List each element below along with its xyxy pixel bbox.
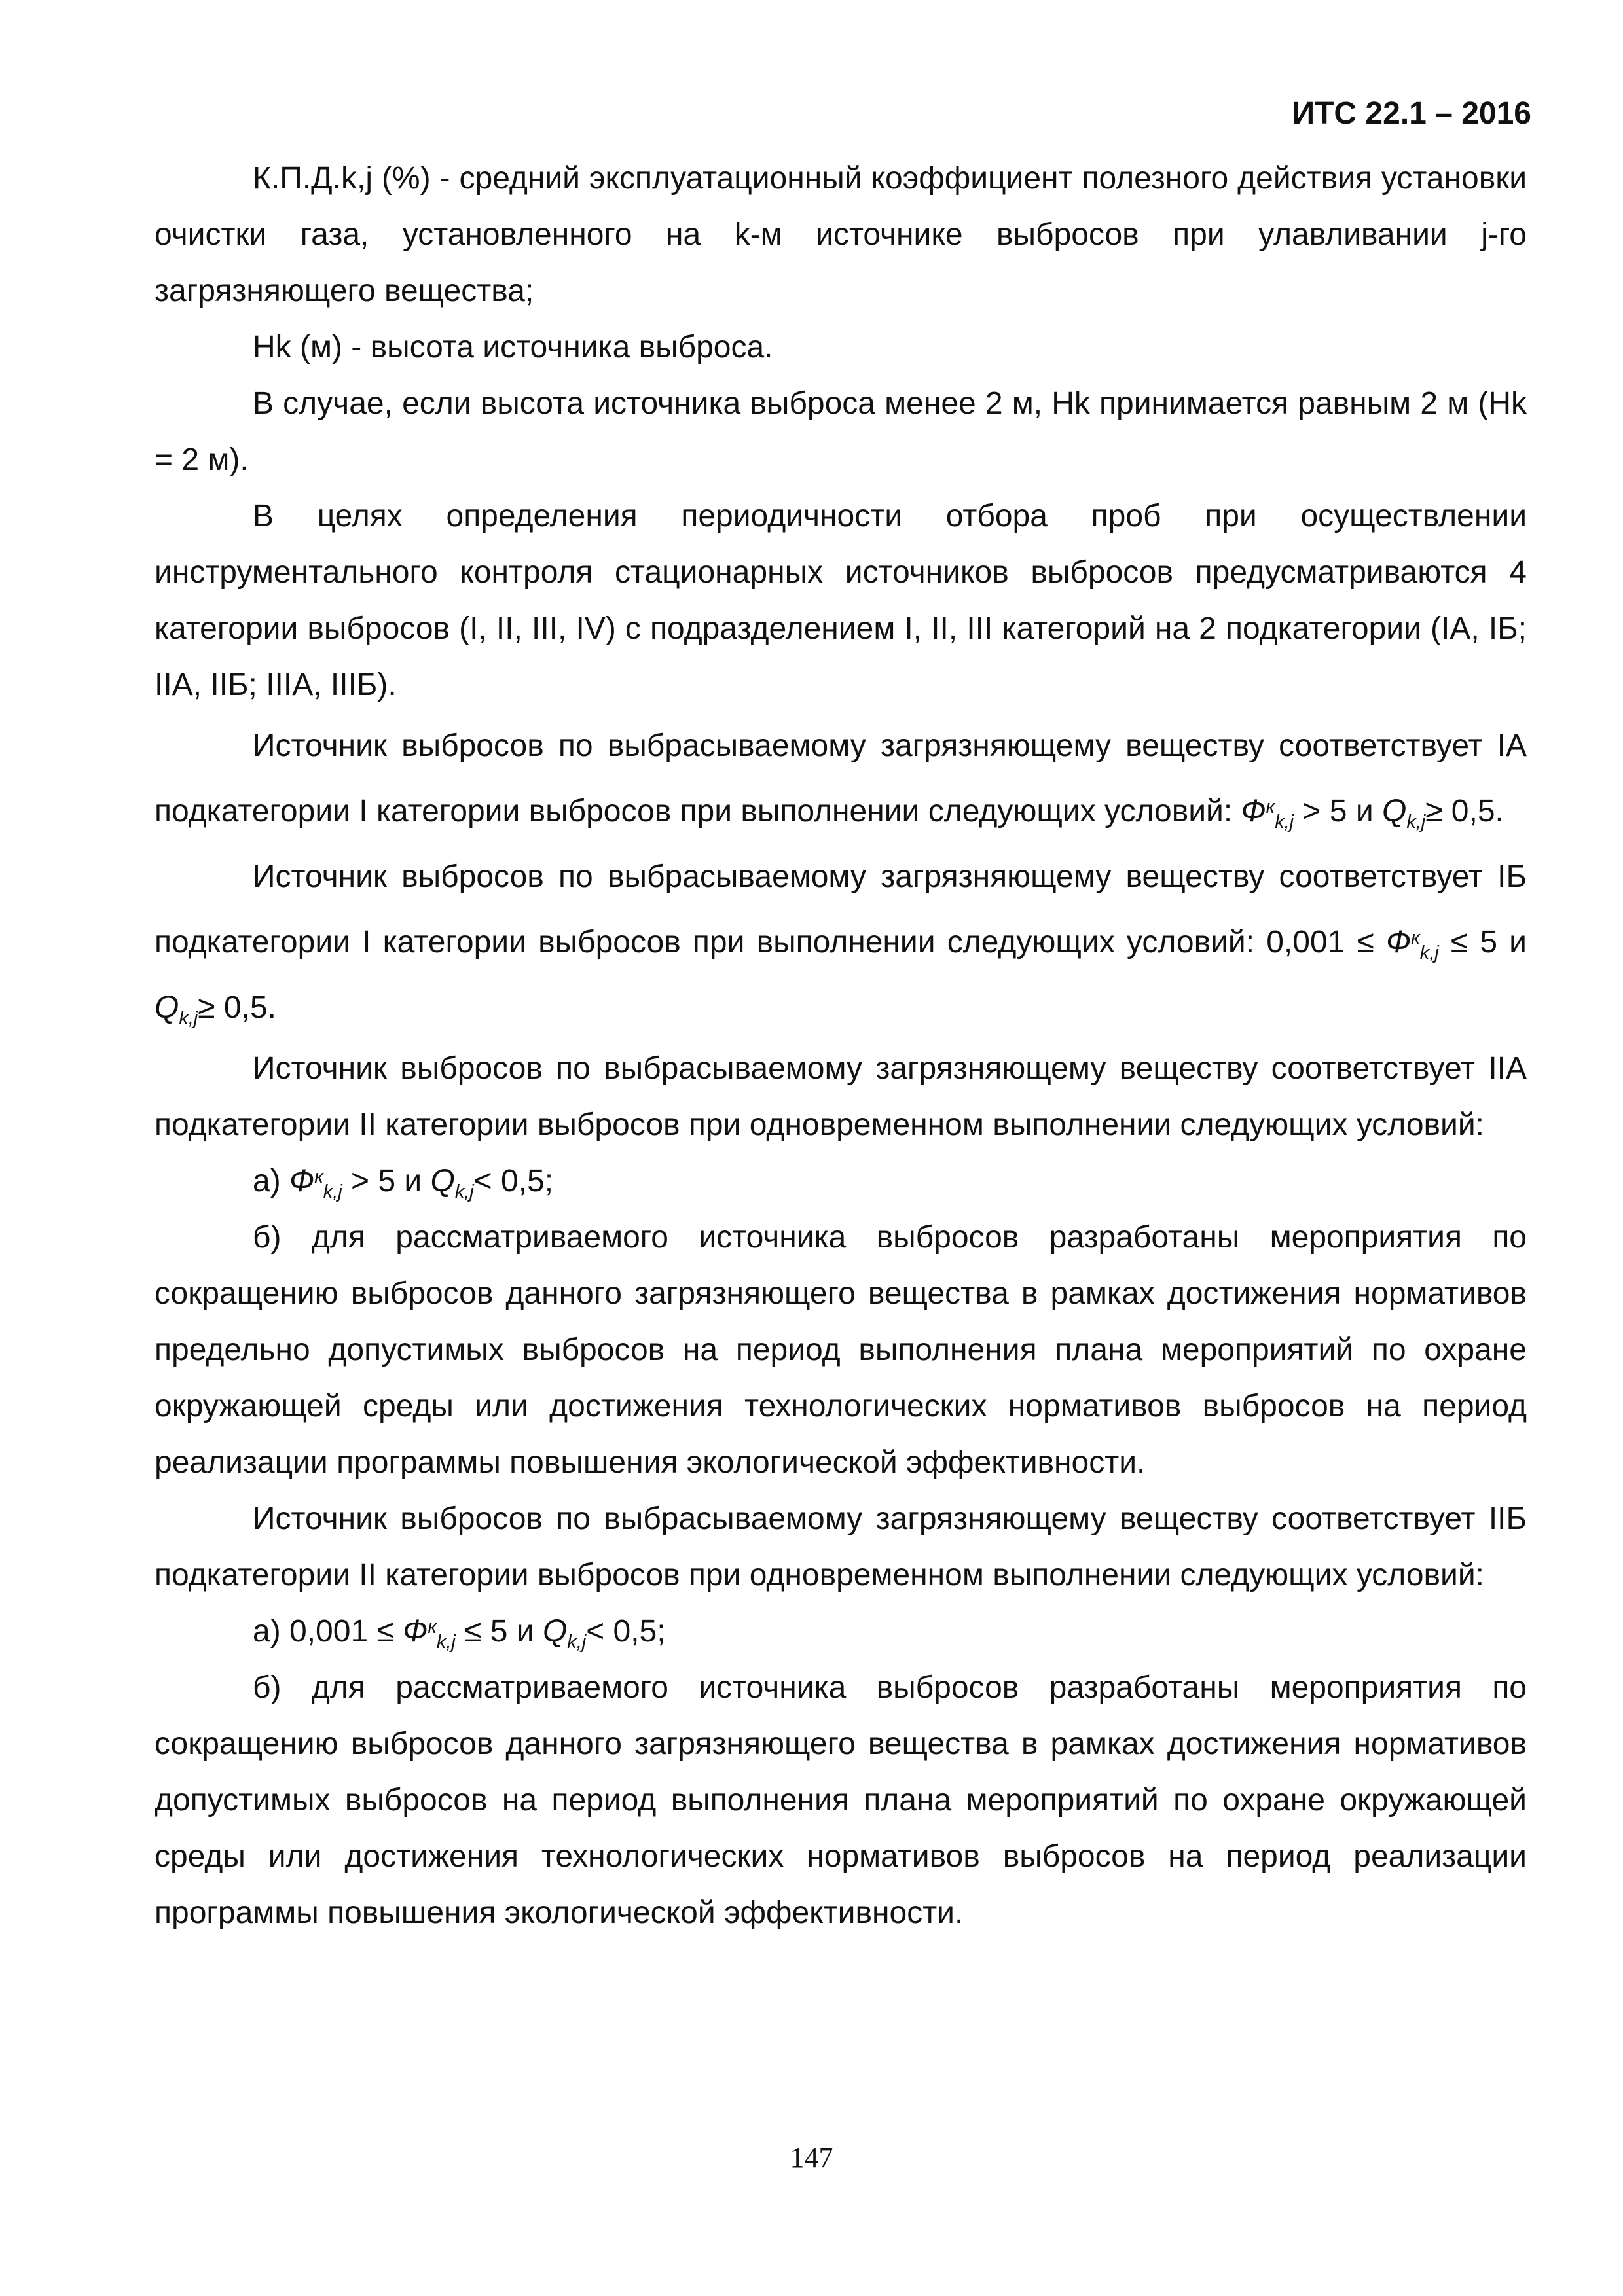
condition-text: > 5 и: [1294, 794, 1374, 829]
list-marker: а): [253, 1164, 281, 1198]
paragraph-hk-minimum: В случае, если высота источника выброса менее 2 м, Hk принимается равным 2 м (Hk = 2 м).: [155, 386, 1527, 477]
paragraph-text: Источник выбросов по выбрасываемому загрязняющему веществу соответствует IБ подкатегории I категории выбросов при выполнении следующих условий: 0,001 ≤: [155, 859, 1527, 960]
paragraph-kpd-definition: К.П.Д.k,j (%) - средний эксплуатационный коэффициент полезного действия установки очистки газа, установленного на k-м источнике выбросов при улавливании j-го загрязняющего вещества;: [155, 161, 1527, 308]
kj-subscript: k,j: [1275, 812, 1294, 833]
condition-2a-a: [155, 1153, 1527, 1210]
condition-text: ≥ 0,5.: [1425, 794, 1504, 829]
q-symbol: Q: [155, 990, 179, 1025]
condition-text: ≤ 5 и: [1450, 925, 1527, 960]
condition-text: < 0,5;: [586, 1614, 666, 1649]
kj-subscript: k,j: [1406, 812, 1426, 833]
paragraph-category-1a: [155, 713, 1527, 844]
kj-subscript: k,j: [567, 1632, 587, 1653]
q-symbol: Q: [1381, 794, 1407, 829]
paragraph-hk-definition: Hk (м) - высота источника выброса.: [253, 330, 773, 365]
paragraph-category-2b: Источник выбросов по выбрасываемому загрязняющему веществу соответствует IIБ подкатегории II категории выбросов при одновременном выполнении следующих условий:: [155, 1501, 1527, 1592]
condition-2b-a: [155, 1604, 1527, 1660]
condition-text: > 5 и: [342, 1164, 422, 1198]
q-symbol: Q: [430, 1164, 455, 1198]
paragraph-category-1b: [155, 844, 1527, 1041]
condition-text: ≤ 5 и: [464, 1614, 534, 1649]
phi-superscript: к: [314, 1166, 323, 1188]
document-body: [155, 151, 1527, 1941]
paragraph-categories-intro: В целях определения периодичности отбора проб при осуществлении инструментального контроля стационарных источников выбросов предусматриваются 4 категории выбросов (I, II, III, IV) с подразделением I, II, III категорий на 2 подкатегории (IА, IБ; IIА, IIБ; IIIА, IIIБ).: [155, 499, 1527, 702]
list-marker: а) 0,001 ≤: [253, 1614, 394, 1649]
page-number: 147: [790, 2142, 833, 2174]
kj-subscript: k,j: [454, 1181, 474, 1203]
paragraph-text: Источник выбросов по выбрасываемому загрязняющему веществу соответствует IА подкатегории I категории выбросов при выполнении следующих условий:: [155, 728, 1527, 829]
phi-superscript: к: [1411, 927, 1420, 949]
phi-superscript: к: [1266, 797, 1275, 818]
phi-symbol: Ф: [1386, 925, 1412, 960]
phi-symbol: Ф: [289, 1164, 315, 1198]
kj-subscript: k,j: [323, 1181, 342, 1203]
phi-symbol: Ф: [1241, 794, 1266, 829]
condition-text: ≥ 0,5.: [198, 990, 276, 1025]
phi-superscript: к: [428, 1617, 437, 1638]
kj-subscript: k,j: [1419, 942, 1439, 964]
condition-2b-b: б) для рассматриваемого источника выбросов разработаны мероприятия по сокращению выбросов данного загрязняющего вещества в рамках достижения нормативов допустимых выбросов на период выполнения плана мероприятий по охране окружающей среды или достижения технологических нормативов выбросов на период реализации программы повышения экологической эффективности.: [155, 1670, 1527, 1930]
kj-subscript: k,j: [179, 1008, 198, 1030]
paragraph-category-2a: Источник выбросов по выбрасываемому загрязняющему веществу соответствует IIА подкатегории II категории выбросов при одновременном выполнении следующих условий:: [155, 1051, 1527, 1142]
kj-subscript: k,j: [436, 1632, 456, 1653]
phi-symbol: Ф: [403, 1614, 428, 1649]
condition-text: < 0,5;: [473, 1164, 554, 1198]
doc-code-header: ИТС 22.1 – 2016: [1292, 96, 1531, 131]
q-symbol: Q: [542, 1614, 568, 1649]
condition-2a-b: б) для рассматриваемого источника выбросов разработаны мероприятия по сокращению выбросов данного загрязняющего вещества в рамках достижения нормативов предельно допустимых выбросов на период выполнения плана мероприятий по охране окружающей среды или достижения технологических нормативов выбросов на период реализации программы повышения экологической эффективности.: [155, 1220, 1527, 1480]
